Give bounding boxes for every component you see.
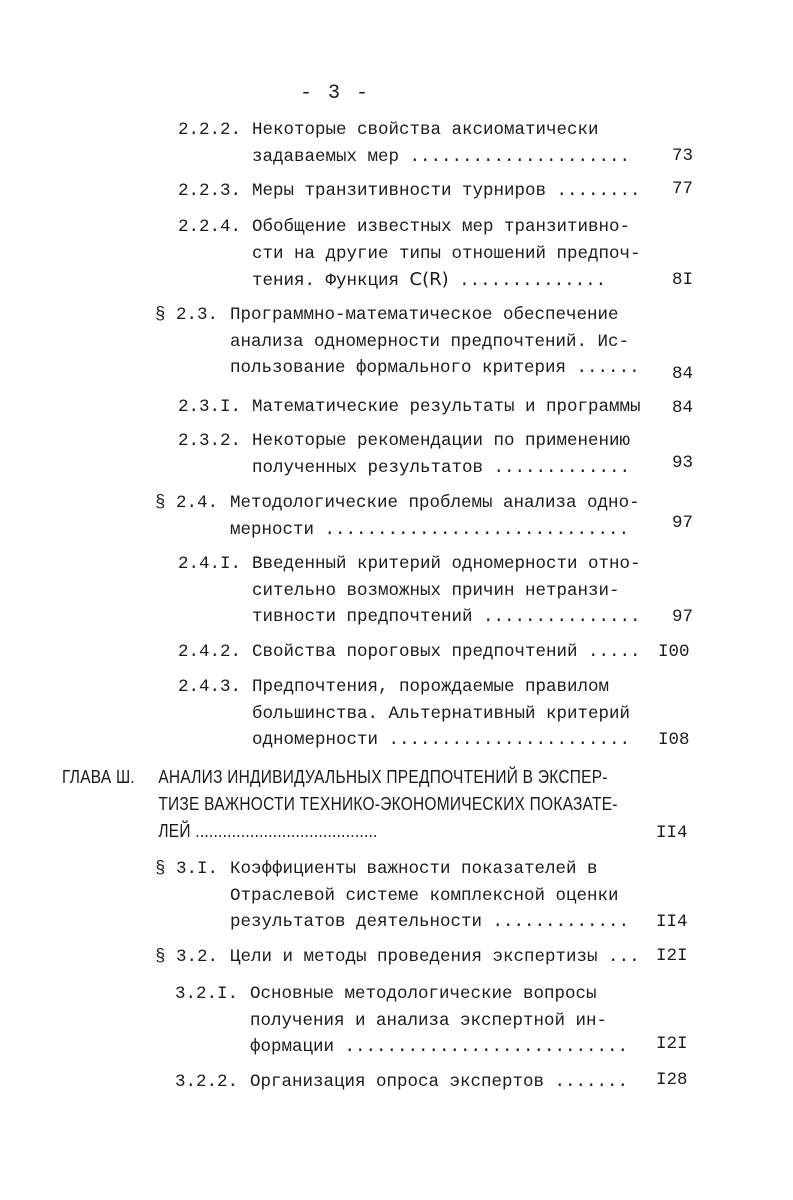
toc-entry-page: II4 [656, 823, 688, 843]
toc-entry-title-line: мерности ............................. [230, 519, 630, 540]
toc-entry-page: I2I [656, 946, 688, 966]
toc-entry-title-line: анализа одномерности предпочтений. Ис- [230, 331, 630, 352]
toc-entry-title-line: пользование формального критерия ...... [230, 358, 640, 378]
toc-entry-title-line: Программно-математическое обеспечение [230, 305, 619, 325]
toc-entry-title-line: ТИЗЕ ВАЖНОСТИ ТЕХНИКО-ЭКОНОМИЧЕСКИХ ПОКАЗАТЕ- [158, 794, 618, 814]
toc-entry-number: 2.2.2. [178, 120, 242, 140]
toc-entry-title-line: Обобщение известных мер транзитивно- [252, 217, 631, 237]
toc-entry-page: I28 [656, 1070, 688, 1090]
toc-entry-page: 97 [672, 513, 694, 533]
toc-entry-title-line: результатов деятельности ............. [230, 912, 630, 932]
toc-entry-title-line: Цели и методы проведения экспертизы ... [230, 947, 640, 967]
toc-entry-page: I08 [658, 730, 690, 750]
toc-chapter-number: ГЛАВА Ш. [62, 767, 135, 787]
toc-entry-number: § 2.4. [155, 493, 219, 513]
toc-entry-title-line: Некоторые рекомендации по применению [252, 431, 631, 451]
toc-entry-page: 84 [672, 364, 694, 384]
toc-entry-page: 84 [672, 398, 694, 418]
toc-entry-title-line: Отраслевой системе комплексной оценки [230, 885, 619, 906]
toc-entry-number: § 3.I. [155, 859, 219, 879]
toc-entry-number: 2.3.I. [178, 397, 242, 417]
toc-entry-title-line: Предпочтения, порождаемые правилом [252, 677, 610, 697]
toc-entry-title-line: Меры транзитивности турниров ........ [252, 181, 641, 201]
toc-entry-page: I00 [658, 642, 690, 662]
toc-entry-title-line: Методологические проблемы анализа одно- [230, 493, 640, 513]
toc-entry-number: 2.2.4. [178, 217, 242, 237]
page-number: - 3 - [300, 82, 371, 105]
toc-entry-title-line: Свойства пороговых предпочтений ..... [252, 642, 641, 662]
toc-entry-title-line: Некоторые свойства аксиоматически [252, 120, 599, 140]
toc-entry-title-line: формации ........................... [250, 1037, 629, 1057]
toc-entry-title-line: задаваемых мер ..................... [252, 146, 631, 167]
toc-entry-title-line: сти на другие типы отношений предпоч- [252, 243, 641, 264]
toc-entry-title-line: тения. Функция [252, 271, 410, 291]
toc-entry-title-line: ЛЕЙ ........................................ [158, 821, 378, 841]
toc-entry-number: § 3.2. [155, 947, 219, 967]
toc-entry-page: 97 [672, 607, 694, 627]
toc-entry-leader-dots: .............. [448, 271, 607, 291]
toc-entry-number: 2.4.I. [178, 554, 242, 574]
toc-entry-number: 3.2.2. [175, 1072, 239, 1092]
toc-entry-title-line: АНАЛИЗ ИНДИВИДУАЛЬНЫХ ПРЕДПОЧТЕНИЙ В ЭКСПЕР- [158, 767, 608, 787]
toc-entry-title-line: Коэффициенты важности показателей в [230, 859, 598, 879]
toc-entry-number: 2.4.3. [178, 677, 242, 697]
toc-entry-title-line: одномерности ....................... [252, 730, 631, 750]
toc-entry-number: § 2.3. [155, 305, 219, 325]
toc-entry-title-line: Организация опроса экспертов ....... [250, 1072, 629, 1092]
toc-entry-number: 2.2.3. [178, 181, 242, 201]
toc-entry-title-line: полученных результатов ............. [252, 457, 631, 478]
toc-entry-title-line: Основные методологические вопросы [250, 984, 597, 1004]
toc-entry-page: 73 [672, 146, 694, 166]
toc-entry-title-line: Математические результаты и программы [252, 397, 641, 417]
toc-entry-page: II4 [656, 912, 688, 932]
toc-entry-number: 2.4.2. [178, 642, 242, 662]
toc-entry-title-line: получения и анализа экспертной ин- [250, 1010, 608, 1031]
toc-entry-number: 3.2.I. [175, 984, 239, 1004]
function-notation: C(R) [409, 269, 449, 290]
toc-entry-number: 2.3.2. [178, 431, 242, 451]
toc-entry-page: 77 [672, 179, 694, 199]
toc-entry-page: 8I [672, 270, 694, 290]
toc-entry-title-line: тивности предпочтений ............... [252, 607, 641, 627]
toc-entry-page: 93 [672, 453, 694, 473]
toc-entry-title-line: большинства. Альтернативный критерий [252, 703, 631, 724]
toc-entry-page: I2I [656, 1034, 688, 1054]
toc-entry-title-line: сительно возможных причин нетранзи- [252, 580, 620, 601]
toc-entry-title-line: Введенный критерий одномерности отно- [252, 554, 641, 574]
